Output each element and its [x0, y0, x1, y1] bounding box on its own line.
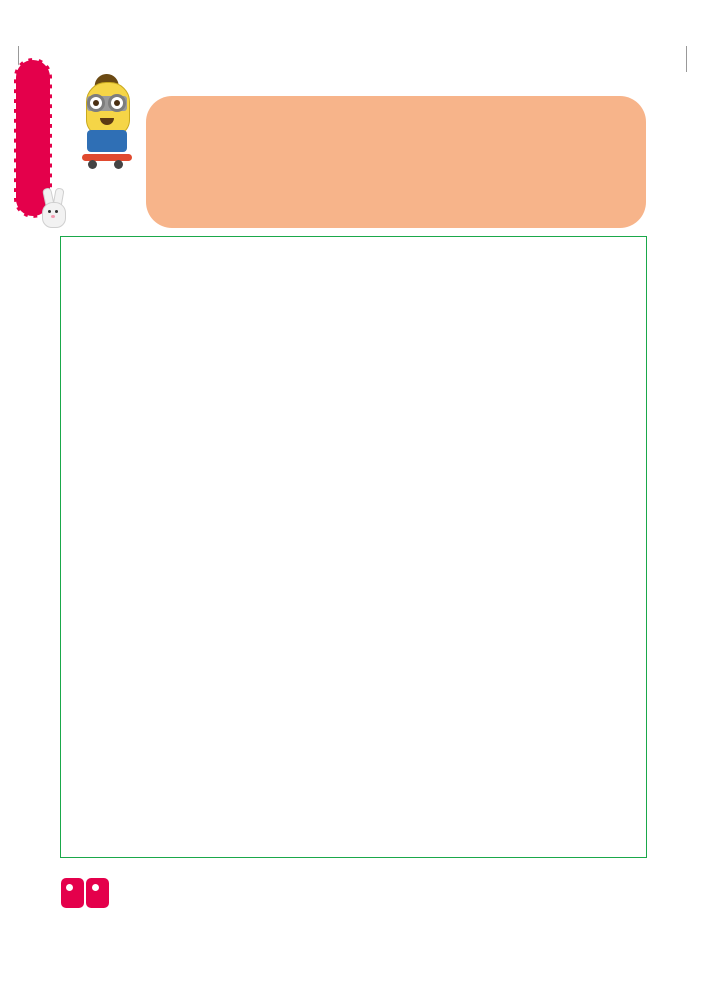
- minion-mascot-icon: [78, 72, 136, 172]
- number-cards-grid: [60, 236, 647, 858]
- header-banner: [146, 96, 646, 228]
- page-number-badge: [60, 870, 112, 914]
- crop-mark: [686, 46, 687, 72]
- bunny-mascot-icon: [36, 188, 70, 230]
